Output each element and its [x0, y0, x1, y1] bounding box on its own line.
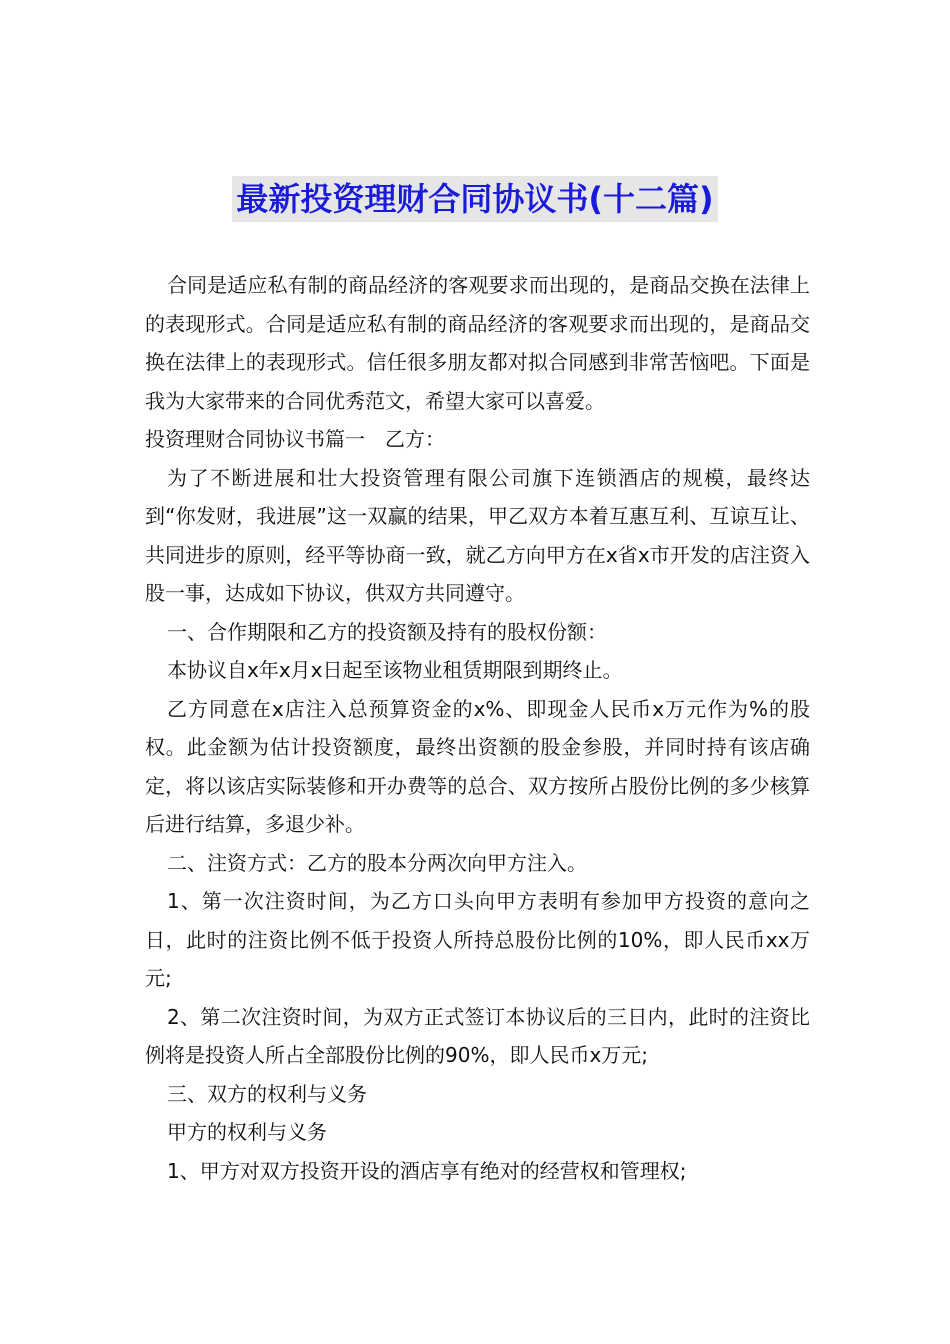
clause-heading-3: 三、双方的权利与义务	[167, 1081, 367, 1106]
paragraph-term: 本协议自x年x月x日起至该物业租赁期限到期终止。	[167, 658, 623, 682]
title-container	[0, 176, 950, 222]
subheading-party-a: 甲方的权利与义务	[167, 1120, 327, 1144]
document-title: 最新投资理财合同协议书(十二篇)	[232, 176, 717, 222]
paragraph-purpose: 为了不断进展和壮大投资管理有限公司旗下连锁酒店的规模，最终达到“你发财，我进展”这一双赢的结果，甲乙双方本着互惠互利、互谅互让、共同进步的原则，经平等协商一致，就乙方向甲方在x省x市开发的店注资入股一事，达成如下协议，供双方共同遵守。	[145, 465, 810, 605]
paragraph-equity: 乙方同意在x店注入总预算资金的x%、即现金人民币x万元作为%的股权。此金额为估计投资额度，最终出资额的股金参股，并同时持有该店确定，将以该店实际装修和开办费等的总合、双方按所占股份比例的多少核算后进行结算，多退少补。	[145, 696, 810, 836]
document-body	[145, 266, 810, 1190]
clause-heading-1: 一、合作期限和乙方的投资额及持有的股权份额：	[167, 619, 607, 644]
paragraph-first-injection: 1、第一次注资时间，为乙方口头向甲方表明有参加甲方投资的意向之日，此时的注资比例不低于投资人所持总股份比例的10%，即人民币xx万元;	[145, 889, 810, 990]
paragraph-party-a-right-1: 1、甲方对双方投资开设的酒店享有绝对的经营权和管理权;	[167, 1158, 687, 1183]
paragraph-second-injection: 2、第二次注资时间，为双方正式签订本协议后的三日内，此时的注资比例将是投资人所占全部股份比例的90%，即人民币x万元;	[145, 1004, 810, 1067]
paragraph-section-heading: 投资理财合同协议书篇一 乙方：	[145, 427, 445, 451]
clause-heading-2: 二、注资方式：乙方的股本分两次向甲方注入。	[167, 850, 587, 875]
paragraph-intro: 合同是适应私有制的商品经济的客观要求而出现的，是商品交换在法律上的表现形式。合同是适应私有制的商品经济的客观要求而出现的，是商品交换在法律上的表现形式。信任很多朋友都对拟合同感到非常苦恼吧。下面是我为大家带来的合同优秀范文，希望大家可以喜爱。	[145, 273, 810, 413]
